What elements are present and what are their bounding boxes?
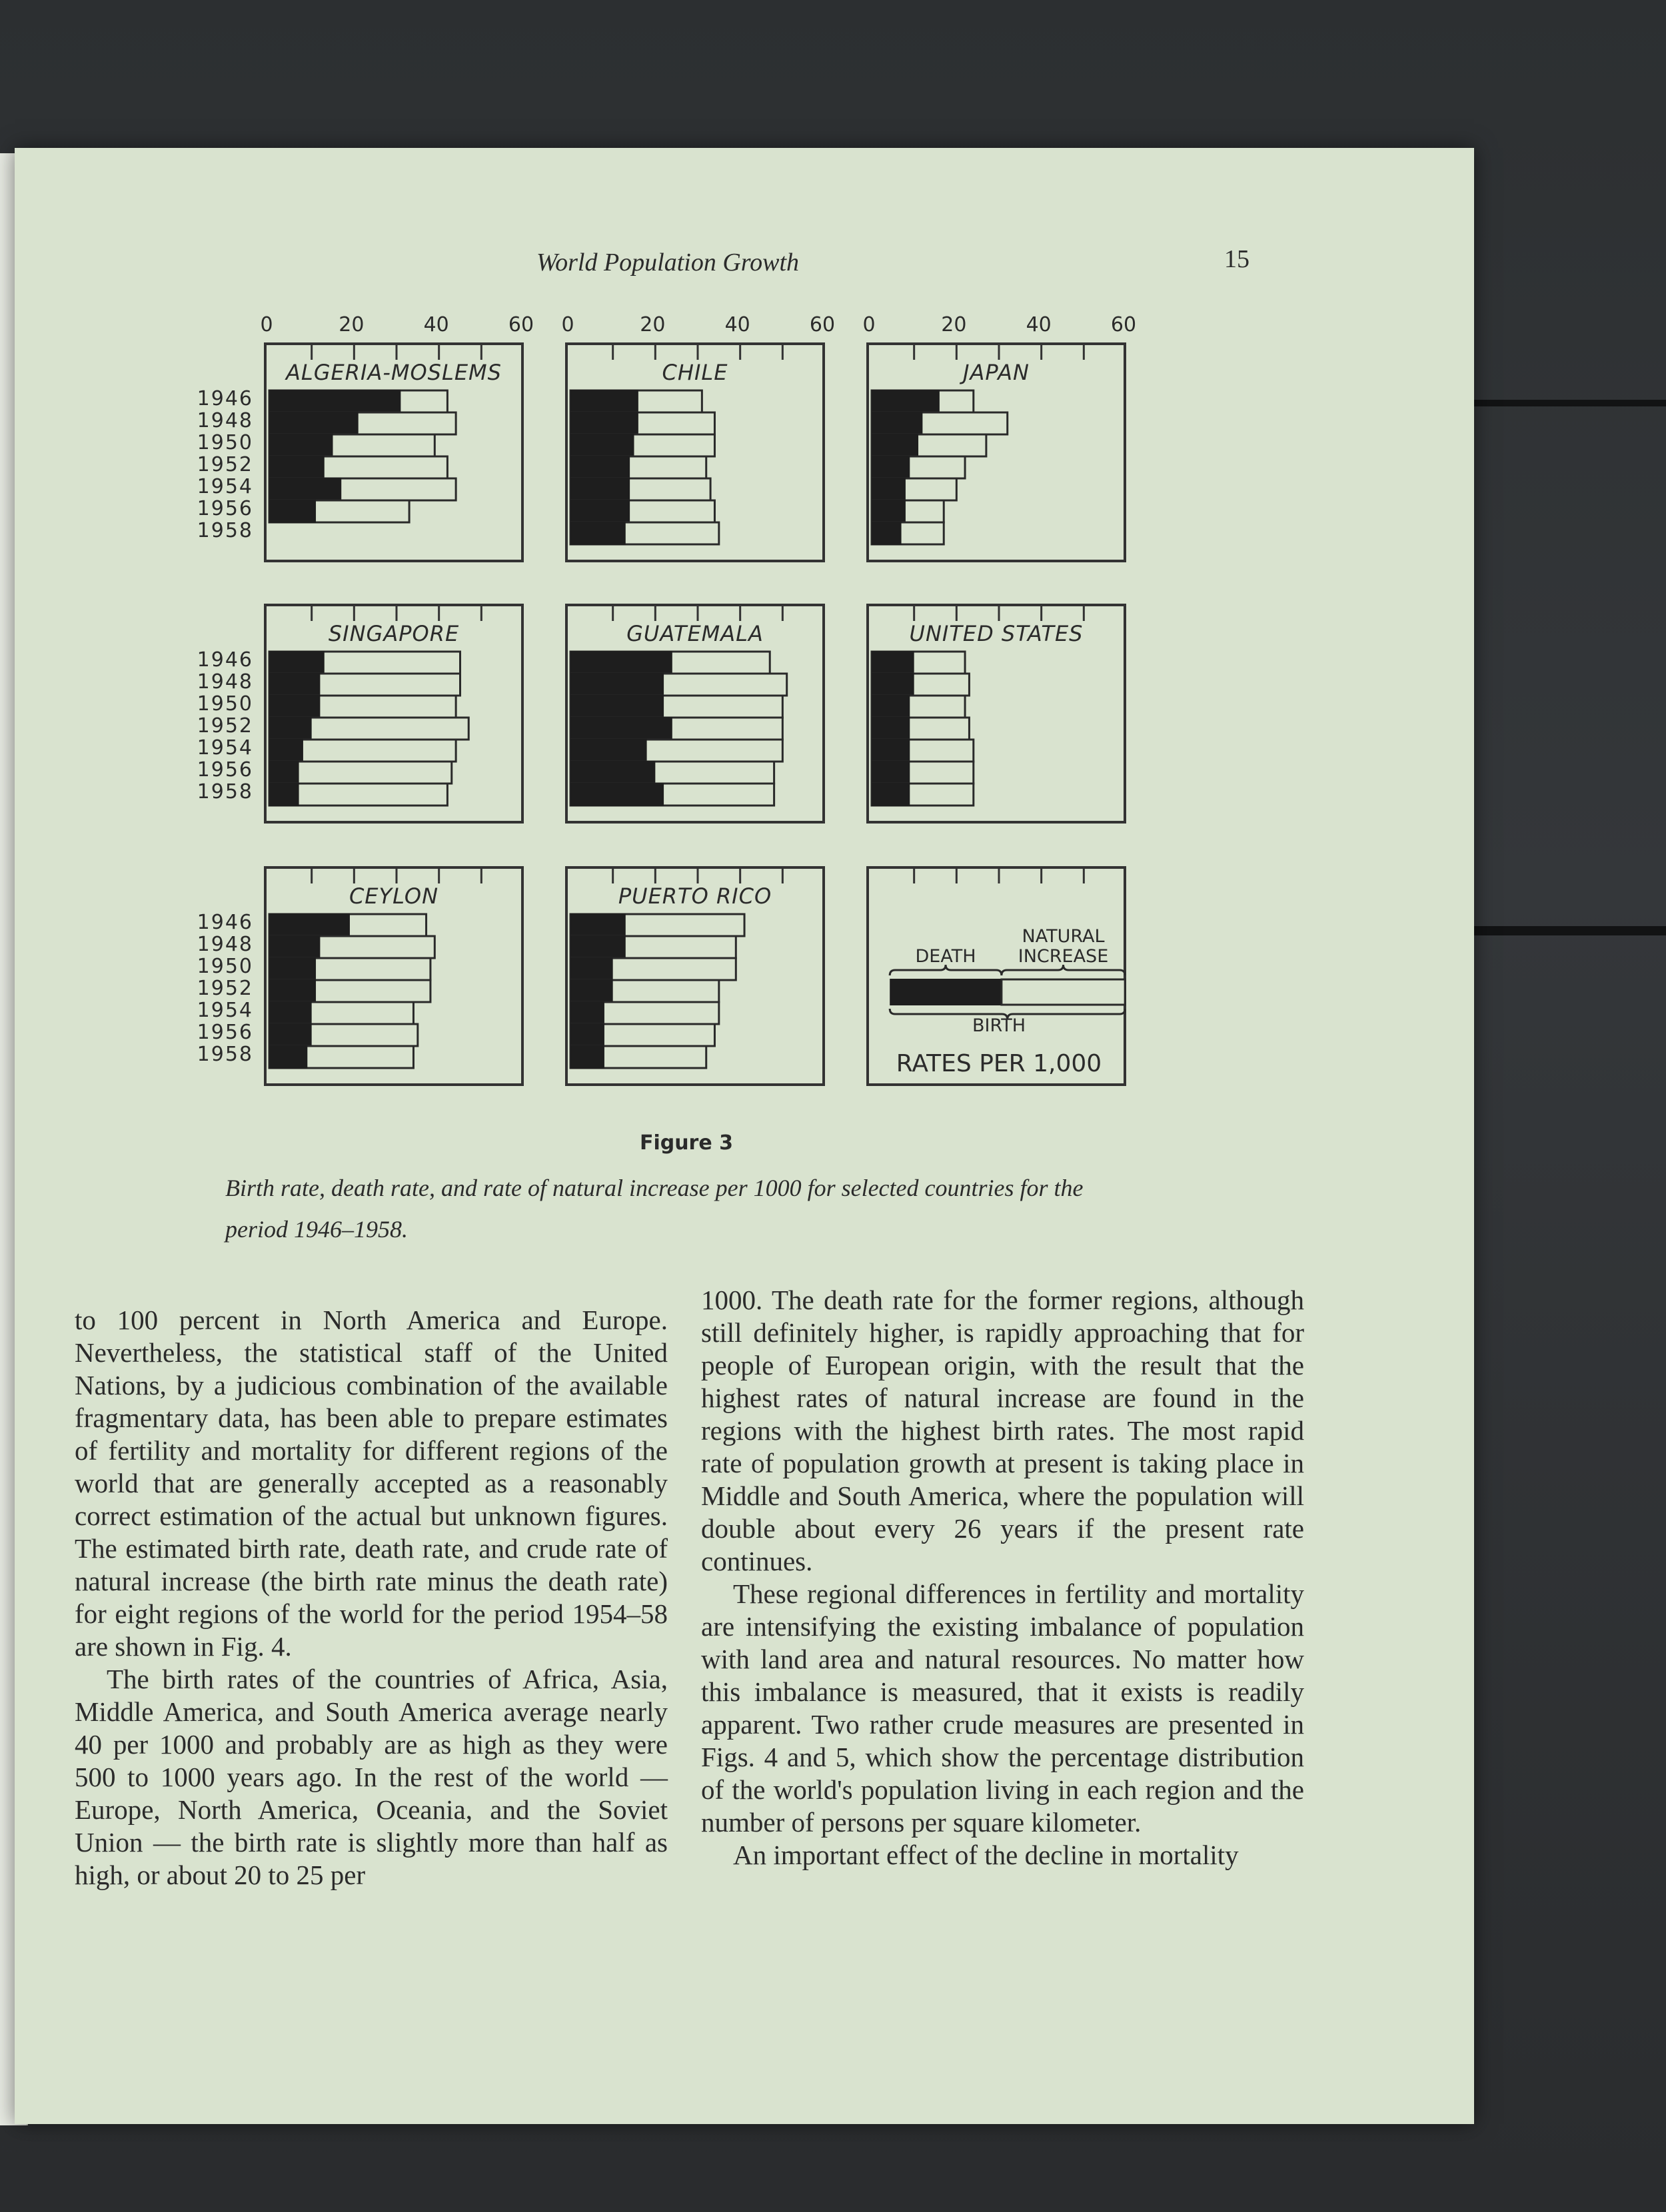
panel-title: SINGAPORE [328,621,460,646]
death-bar [570,1001,604,1025]
year-label: 1956 [197,758,253,782]
paragraph: These regional differences in fertility and mortality are intensifying the existing imbalance of population with land area and natural resources. No matter how this imbalance is measured, that it exists is readily apparent. Two rather crude measures are presented in Figs. 4 and 5, which show the percentage distribution of the world's population living in each region and the number of persons per square kilometer. [701,1578,1304,1838]
x-tick-label: 60 [1110,313,1137,336]
year-label: 1954 [197,736,253,760]
death-bar [570,434,634,457]
death-bar [269,935,320,959]
death-bar [269,739,303,762]
year-label: 1946 [197,387,253,410]
figure-caption: Birth rate, death rate, and rate of natural increase per 1000 for selected countries for the period 1946–1958. [225,1175,1084,1243]
legend-death-label: DEATH [915,946,976,967]
death-bar [570,957,613,981]
death-bar [872,673,914,696]
year-label: 1952 [197,977,253,1000]
death-bar [570,935,626,959]
death-bar [269,783,299,806]
death-bar [570,651,672,674]
death-bar [269,1001,312,1025]
death-bar [269,957,316,981]
panel-title: CHILE [662,360,728,385]
year-label: 1952 [197,453,253,476]
country-panel [866,342,1126,562]
year-label: 1958 [197,519,253,542]
death-bar [570,390,638,413]
death-bar [570,695,664,718]
death-bar [570,913,626,937]
panel-title: ALGERIA-MOSLEMS [286,360,502,385]
legend-natural-label: NATURAL [1022,926,1105,947]
figure-label: Figure 3 [639,1131,734,1155]
legend-natural-increase-swatch [1002,979,1125,1005]
death-bar [872,761,910,784]
death-bar [570,783,664,806]
paragraph: The birth rates of the countries of Africa, Asia, Middle America, and South America average nearly 40 per 1000 and probably are as high as they were 500 to 1000 years ago. In the rest of the world — Europe, North America, Oceania, and the Soviet Union — the birth rate is slightly more than half as high, or about 20 to 25 per [75,1664,668,1890]
paragraph: An important effect of the decline in mortality [733,1840,1239,1870]
x-tick-label: 40 [1026,313,1052,336]
death-bar [269,434,333,457]
death-bar [269,456,325,479]
country-panel [565,342,825,562]
death-bar [570,478,630,501]
death-bar [269,651,325,674]
death-bar [570,979,613,1003]
panel-title: JAPAN [963,360,1030,385]
death-bar [872,717,910,740]
death-bar [269,478,341,501]
year-label: 1950 [197,431,253,454]
book-page [15,148,1474,2124]
x-tick-label: 40 [724,313,750,336]
year-label: 1956 [197,1021,253,1044]
panel-title: GUATEMALA [626,621,764,646]
x-tick-label: 0 [561,313,574,336]
year-label: 1958 [197,1043,253,1066]
death-bar [269,1023,312,1047]
x-tick-label: 20 [640,313,666,336]
year-label: 1948 [197,409,253,432]
body-column-left [75,1304,668,1892]
death-bar [269,761,299,784]
year-label: 1950 [197,692,253,716]
death-bar [872,739,910,762]
death-bar [269,913,350,937]
legend-units-label: RATES PER 1,000 [896,1050,1102,1077]
panel-title: UNITED STATES [909,621,1084,646]
country-panel [264,604,524,824]
legend-panel [866,866,1126,1086]
country-panel [264,342,524,562]
year-label: 1948 [197,933,253,956]
death-bar [570,1023,604,1047]
death-bar [269,390,401,413]
year-label: 1954 [197,999,253,1022]
death-bar [269,695,320,718]
country-panel [866,604,1126,824]
country-panel [565,866,825,1086]
death-bar [872,522,902,545]
year-label: 1956 [197,497,253,520]
death-bar [872,500,906,523]
page-number: 15 [1224,245,1250,273]
death-bar [570,739,647,762]
legend-increase-label: INCREASE [1018,946,1109,967]
paragraph: 1000. The death rate for the former regions, although still definitely higher, is rapidly approaching that for people of European origin, with the result that the highest rates of natural increase are found in the regions with the highest birth rates. The most rapid rate of population growth at present is taking place in Middle and South America, where the population will double about every 26 years if the present rate continues. [701,1285,1304,1576]
panel-title: PUERTO RICO [618,883,772,909]
year-label: 1958 [197,780,253,804]
death-bar [570,412,638,435]
death-bar [269,717,312,740]
death-bar [570,500,630,523]
x-tick-label: 60 [809,313,836,336]
death-bar [269,1045,307,1069]
death-bar [269,500,316,523]
legend-birth-label: BIRTH [972,1015,1026,1036]
x-tick-label: 20 [941,313,967,336]
x-tick-label: 0 [260,313,273,336]
x-tick-label: 60 [508,313,534,336]
death-bar [570,1045,604,1069]
death-bar [570,761,655,784]
death-bar [570,456,630,479]
death-bar [872,695,910,718]
death-bar [570,522,626,545]
death-bar [269,673,320,696]
year-label: 1952 [197,714,253,738]
paragraph: to 100 percent in North America and Europe. Nevertheless, the statistical staff of the United Nations, by a judicious combination of the available fragmentary data, has been able to prepare estimates of fertility and mortality for different regions of the world that are generally accepted as a reasonably correct estimation of the actual but unknown figures. The estimated birth rate, death rate, and crude rate of natural increase (the birth rate minus the death rate) for eight regions of the world for the period 1954–58 are shown in Fig. 4. [75,1305,668,1662]
death-bar [269,979,316,1003]
death-bar [570,673,664,696]
x-tick-label: 0 [862,313,876,336]
year-label: 1946 [197,911,253,934]
death-bar [269,412,359,435]
year-label: 1946 [197,648,253,672]
x-tick-label: 20 [339,313,365,336]
death-bar [872,783,910,806]
death-bar [872,651,914,674]
death-bar [872,412,922,435]
death-bar [570,717,672,740]
death-bar [872,456,910,479]
year-label: 1948 [197,670,253,694]
body-column-right [701,1284,1304,1872]
country-panel [264,866,524,1086]
year-label: 1954 [197,475,253,498]
country-panel [565,604,825,824]
legend-death-swatch [890,979,1002,1005]
running-title: World Population Growth [536,249,800,276]
panel-title: CEYLON [349,883,439,909]
year-label: 1950 [197,955,253,978]
death-bar [872,478,906,501]
x-tick-label: 40 [423,313,449,336]
death-bar [872,434,918,457]
death-bar [872,390,940,413]
